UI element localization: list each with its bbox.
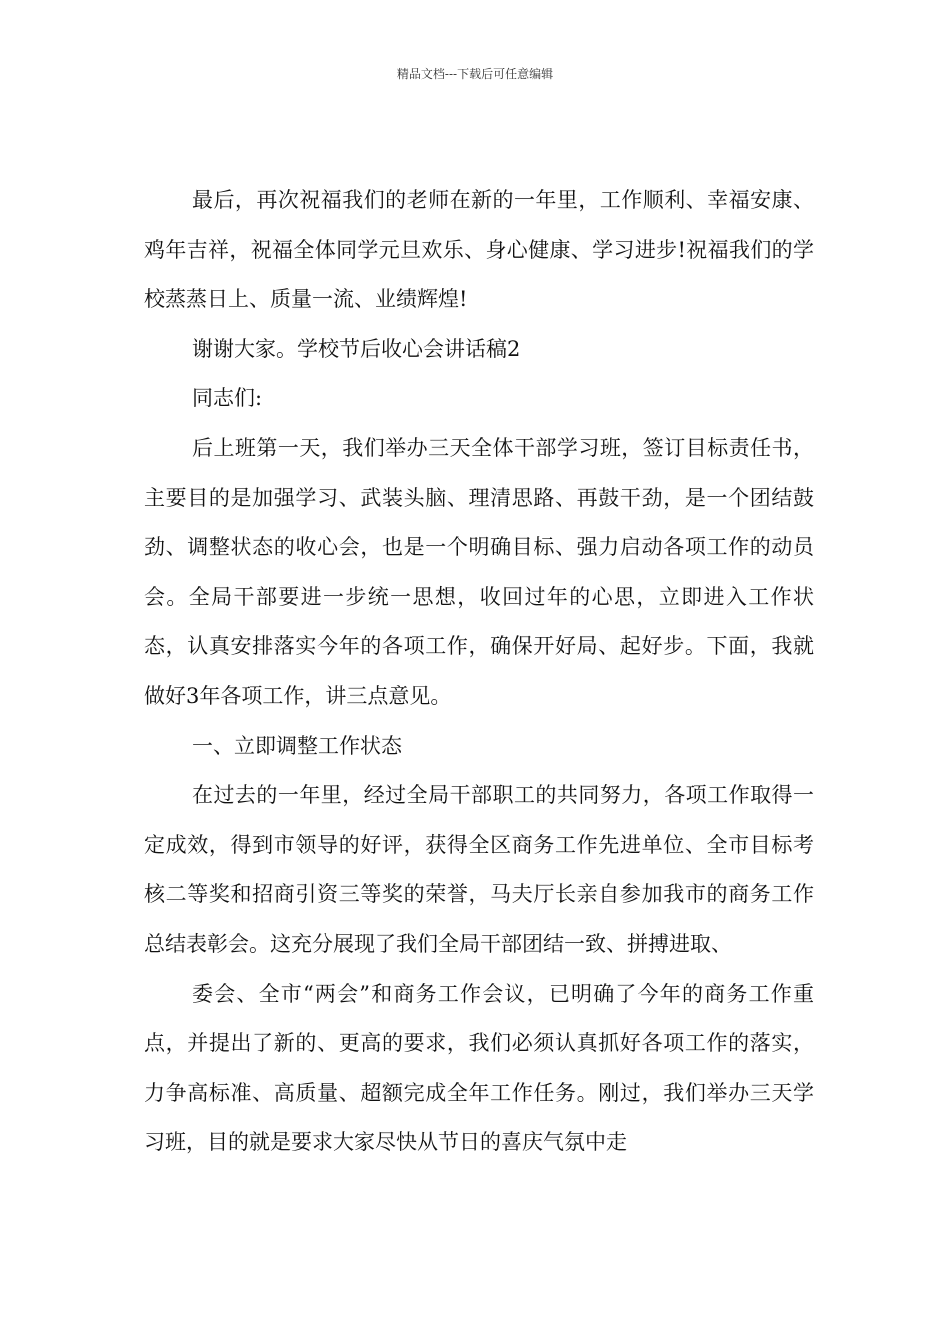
paragraph-thanks-title: 谢谢大家。学校节后收心会讲话稿2 (192, 336, 521, 361)
document-body (144, 176, 814, 1168)
page-header: 精品文档---下载后可任意编辑 (396, 67, 554, 81)
section-heading-1: 一、立即调整工作状态 (192, 733, 402, 758)
paragraph-past-year: 在过去的一年里，经过全局干部职工的共同努力，各项工作取得一定成效，得到市领导的好评，获得全区商务工作先进单位、全市目标考核二等奖和招商引资三等奖的荣誉，马夫厅长亲自参加我市的商务工作总结表彰会。这充分展现了我们全局干部团结一致、拼搏进取、 (144, 783, 814, 956)
paragraph-closing-wishes: 最后，再次祝福我们的老师在新的一年里，工作顺利、幸福安康、鸡年吉祥，祝福全体同学元旦欢乐、身心健康、学习进步!祝福我们的学校蒸蒸日上、质量一流、业绩辉煌! (144, 188, 814, 312)
paragraph-salutation: 同志们: (192, 386, 263, 411)
paragraph-work-focus: 委会、全市“两会”和商务工作会议，已明确了今年的商务工作重点，并提出了新的、更高的要求，我们必须认真抓好各项工作的落实，力争高标准、高质量、超额完成全年工作任务。刚过，我们举办三天学习班，目的就是要求大家尽快从节日的喜庆气氛中走 (144, 981, 814, 1155)
paragraph-intro: 后上班第一天，我们举办三天全体干部学习班，签订目标责任书，主要目的是加强学习、武装头脑、理清思路、再鼓干劲，是一个团结鼓劲、调整状态的收心会，也是一个明确目标、强力启动各项工作的动员会。全局干部要进一步统一思想，收回过年的心思，立即进入工作状态，认真安排落实今年的各项工作，确保开好局、起好步。下面，我就做好3年各项工作，讲三点意见。 (144, 435, 814, 708)
